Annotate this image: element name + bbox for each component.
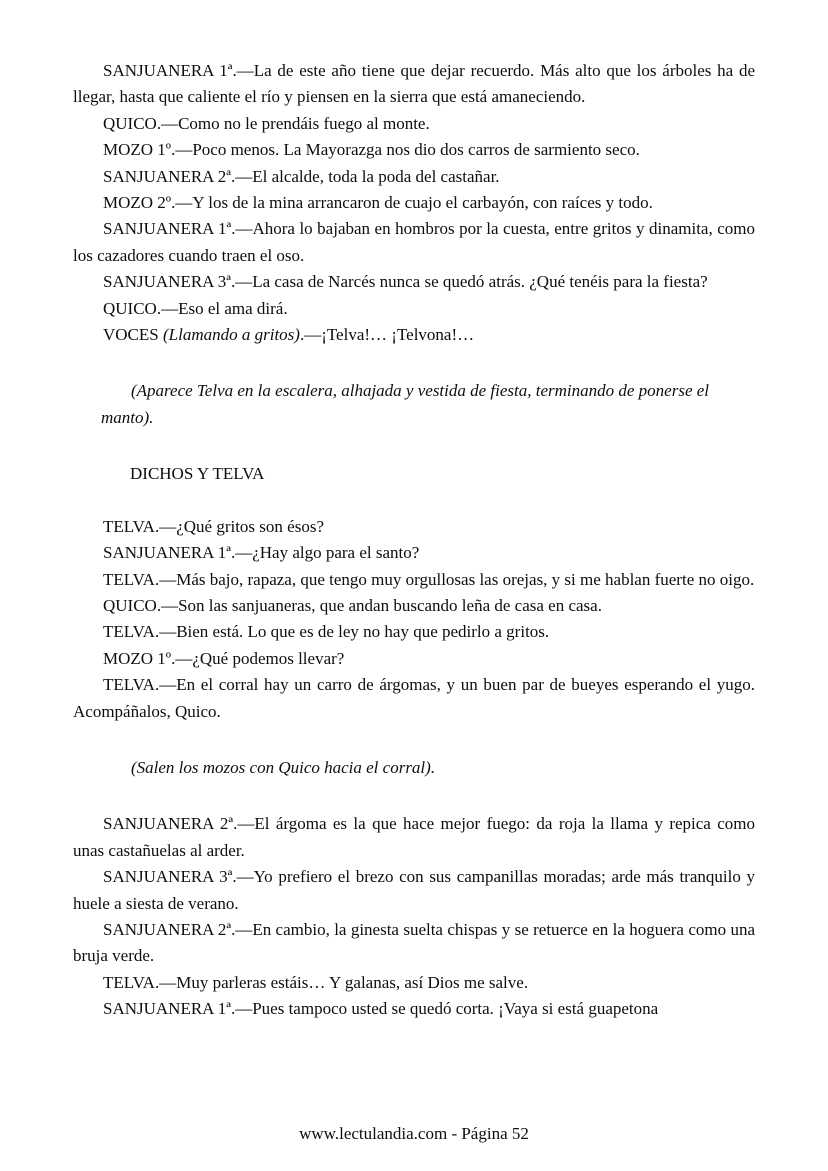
dialogue-line: MOZO 1º.—¿Qué podemos llevar? <box>103 648 345 668</box>
speaker-name: VOCES <box>103 325 163 345</box>
dialogue-text: .—¡Telva!… ¡Telvona!… <box>299 325 475 345</box>
dialogue-line: TELVA.—Bien está. Lo que es de ley no hay que pedirlo a gritos. <box>103 622 550 642</box>
dialogue-line: SANJUANERA 1ª.—Pues tampoco usted se quedó corta. ¡Vaya si está guapetona <box>103 999 659 1019</box>
dialogue-line: SANJUANERA 1ª.—Ahora lo bajaban en hombros por la cuesta, entre gritos y dinamita, como los cazadores cuando traen el oso. <box>73 219 755 265</box>
stage-direction: (Aparece Telva en la escalera, alhajada y vestida de fiesta, terminando de ponerse el manto). <box>101 381 710 427</box>
dialogue-line: MOZO 1º.—Poco menos. La Mayorazga nos dio dos carros de sarmiento seco. <box>103 140 640 160</box>
dialogue-line: SANJUANERA 2ª.—El árgoma es la que hace mejor fuego: da roja la llama y repica como unas castañuelas al arder. <box>73 814 755 860</box>
page-footer: www.lectulandia.com - Página 52 <box>299 1123 529 1143</box>
dialogue-line: SANJUANERA 3ª.—La casa de Narcés nunca se quedó atrás. ¿Qué tenéis para la fiesta? <box>103 272 708 292</box>
dialogue-line: QUICO.—Como no le prendáis fuego al monte. <box>103 113 430 133</box>
dialogue-line: TELVA.—Más bajo, rapaza, que tengo muy orgullosas las orejas, y si me hablan fuerte no oigo. <box>103 569 755 589</box>
dialogue-line: SANJUANERA 2ª.—El alcalde, toda la poda del castañar. <box>103 166 500 186</box>
dialogue-line: SANJUANERA 2ª.—En cambio, la ginesta suelta chispas y se retuerce en la hoguera como una bruja verde. <box>73 919 755 966</box>
dialogue-line: TELVA.—En el corral hay un carro de árgomas, y un buen par de bueyes esperando el yugo. Acompáñalos, Quico. <box>73 675 755 721</box>
dialogue-line: SANJUANERA 3ª.—Yo prefiero el brezo con sus campanillas moradas; arde más tranquilo y huele a siesta de verano. <box>73 867 755 913</box>
dialogue-line: TELVA.—Muy parleras estáis… Y galanas, así Dios me salve. <box>103 972 529 992</box>
dialogue-line: SANJUANERA 1ª.—¿Hay algo para el santo? <box>103 543 420 563</box>
dialogue-line: SANJUANERA 1ª.—La de este año tiene que dejar recuerdo. Más alto que los árboles ha de llegar, hasta que caliente el río y piensen en la sierra que está amaneciendo. <box>73 61 755 107</box>
dialogue-line: QUICO.—Eso el ama dirá. <box>103 298 288 318</box>
scene-heading: DICHOS Y TELVA <box>130 464 265 484</box>
dialogue-line: MOZO 2º.—Y los de la mina arrancaron de cuajo el carbayón, con raíces y todo. <box>103 193 653 213</box>
dialogue-line: TELVA.—¿Qué gritos son ésos? <box>103 516 324 536</box>
inline-stage-direction: (Llamando a gritos) <box>162 325 300 345</box>
dialogue-line <box>73 322 755 348</box>
stage-direction: (Salen los mozos con Quico hacia el corral). <box>131 757 436 777</box>
dialogue-line: QUICO.—Son las sanjuaneras, que andan buscando leña de casa en casa. <box>103 595 602 615</box>
